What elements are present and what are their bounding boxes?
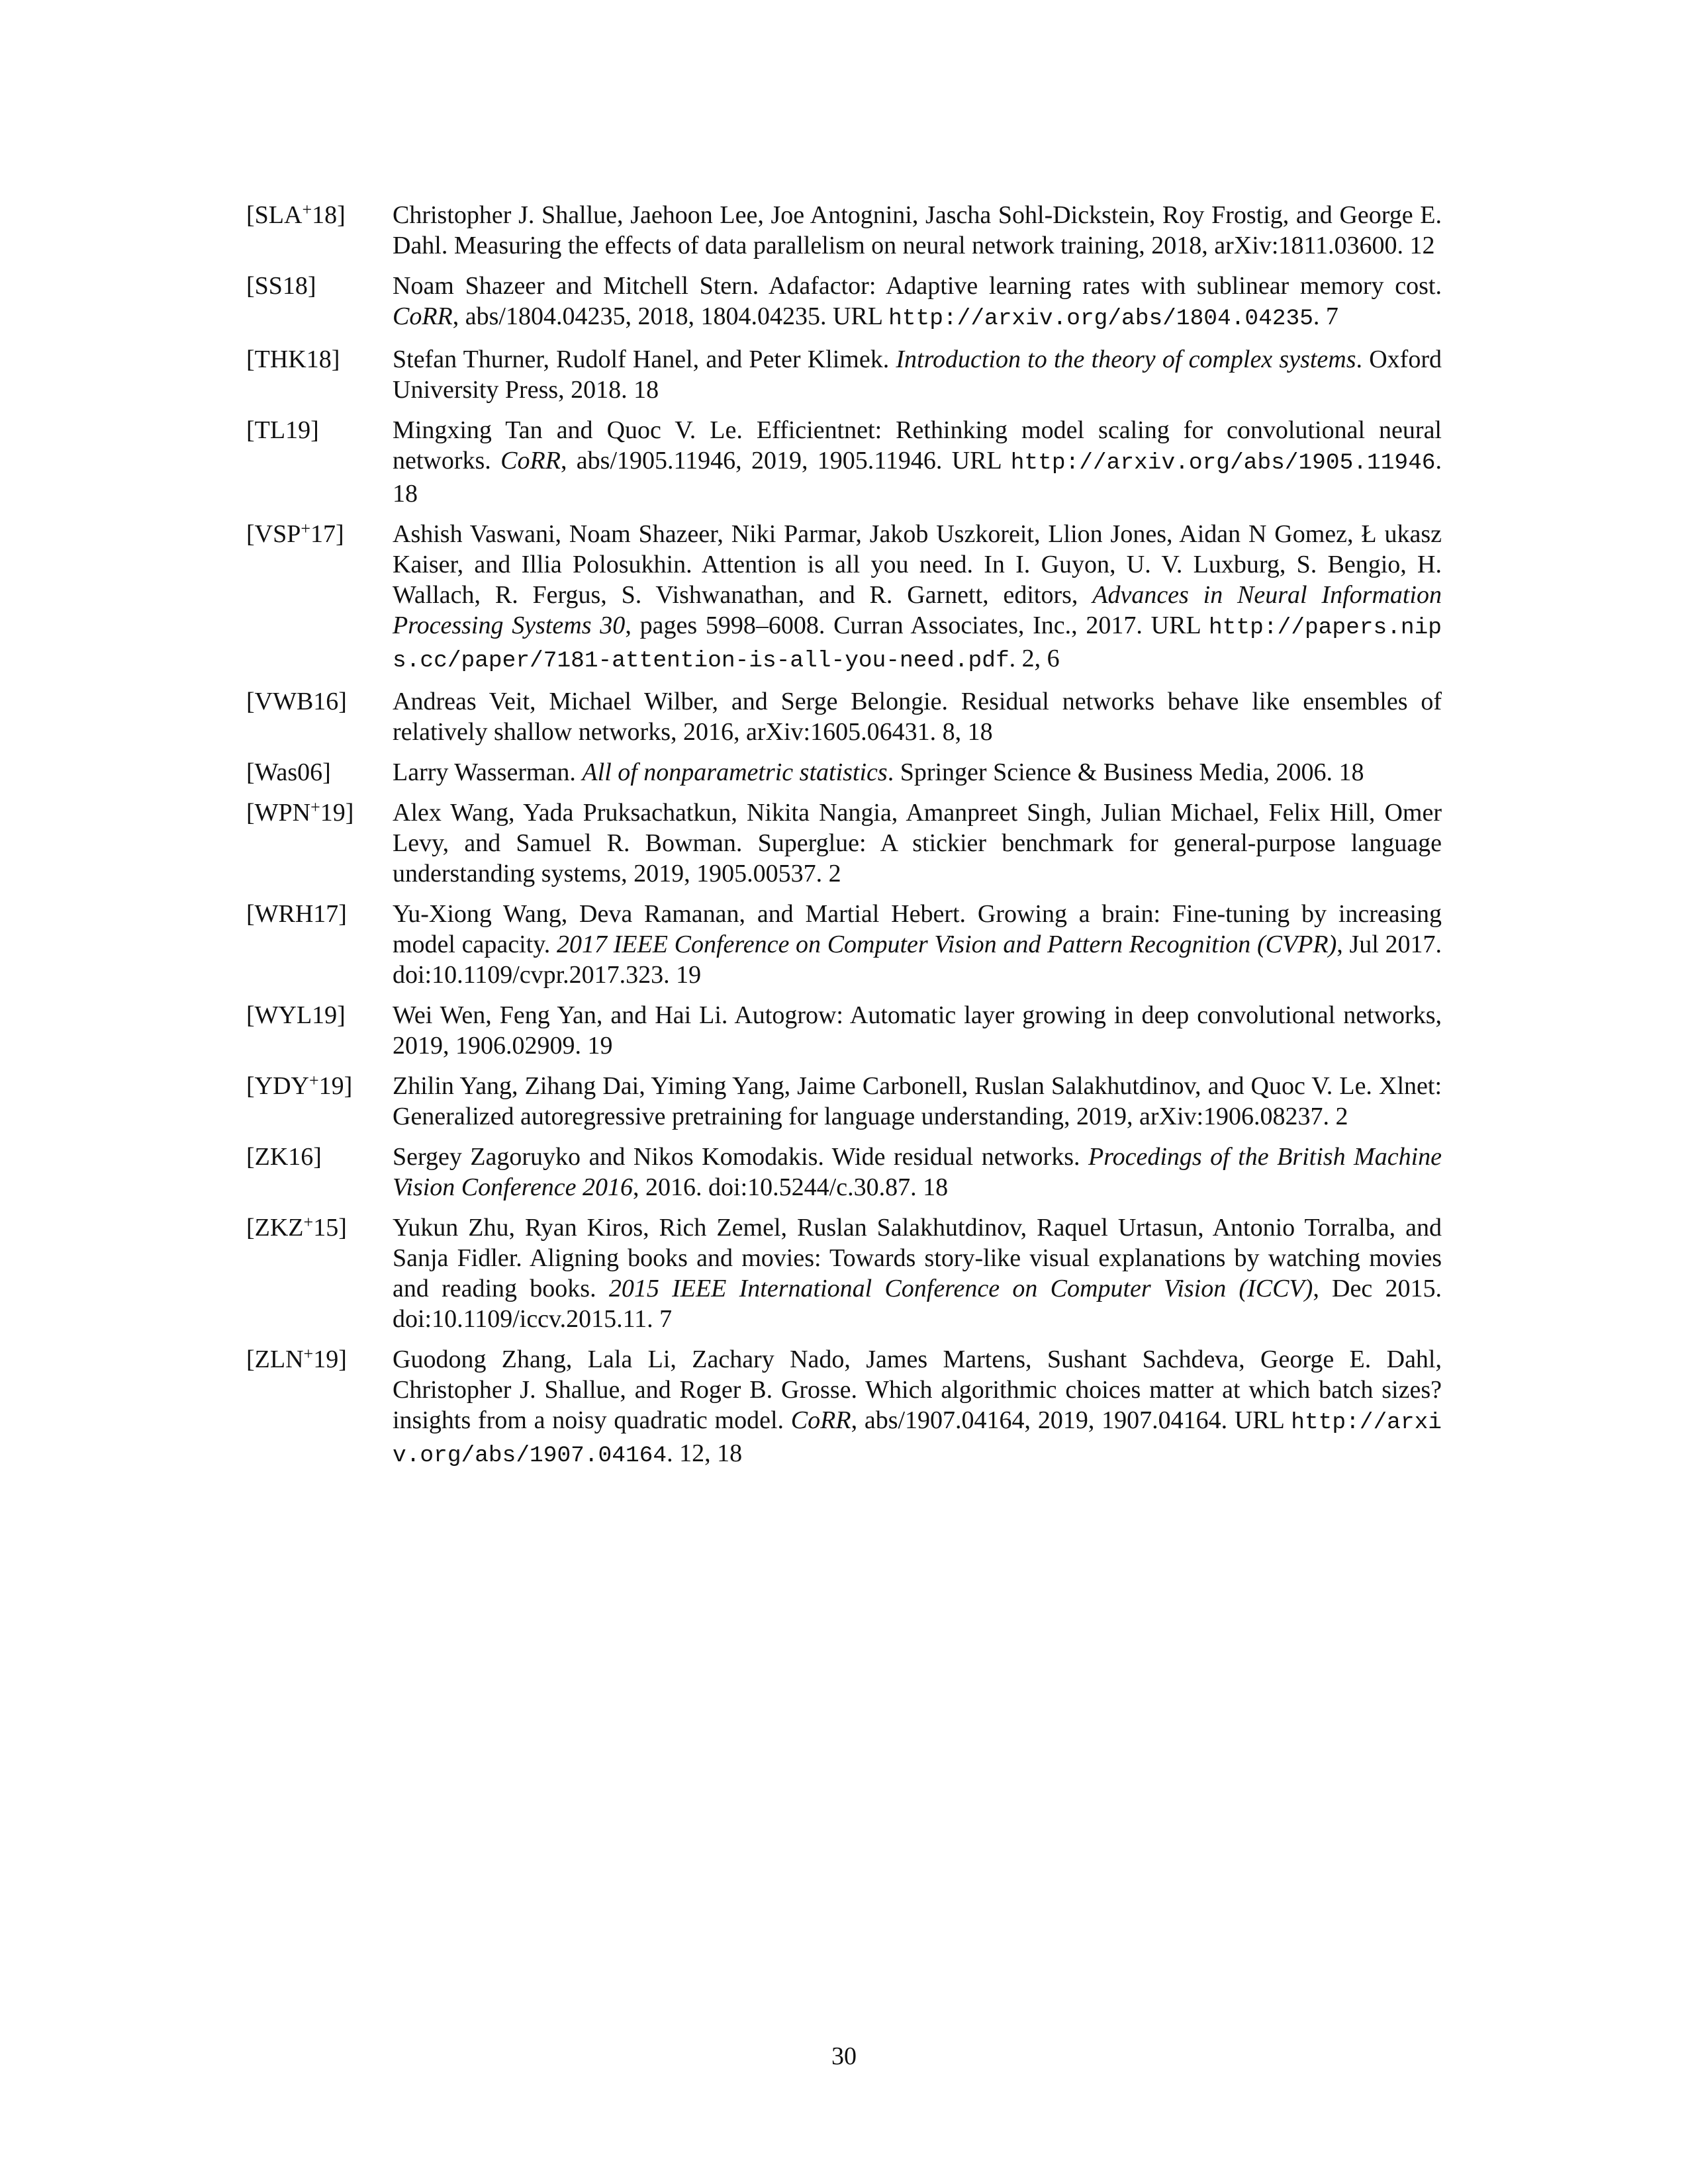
reference-key-label: [ZKZ [246,1214,304,1242]
reference-key-label: [TL19] [246,416,319,444]
reference-text-segment: . 12, 18 [667,1439,743,1467]
reference-text [393,344,1442,405]
reference-venue-italic: Procedings of the British Machine Vision Conference 2016 [393,1143,1442,1201]
reference-key-tail: 15] [313,1214,347,1242]
reference-key [246,200,393,230]
reference-key-superscript: + [308,1071,319,1090]
reference-entry [246,1142,1442,1203]
reference-text-segment: . Oxford University Press, 2018. 18 [393,345,1442,404]
reference-key-label: [THK18] [246,345,340,373]
reference-url-link[interactable]: http://papers.nips.cc/paper/7181-attention-is-all-you-need.pdf [393,615,1442,674]
reference-text [393,1071,1442,1132]
reference-entry [246,1344,1442,1471]
reference-key-tail: 18] [312,201,346,229]
reference-text-segment: , pages 5998–6008. Curran Associates, Inc., 2017. URL [625,612,1209,639]
reference-key-label: [YDY [246,1072,309,1100]
reference-key [246,686,393,717]
reference-text-segment: Noam Shazeer and Mitchell Stern. Adafactor: Adaptive learning rates with sublinear memory cost. [393,272,1442,300]
reference-text-segment: , Dec 2015. doi:10.1109/iccv.2015.11. 7 [393,1275,1442,1333]
reference-text-segment: , 2016. doi:10.5244/c.30.87. 18 [633,1173,949,1201]
reference-key [246,797,393,828]
reference-url-link[interactable]: http://arxiv.org/abs/1804.04235 [888,306,1313,332]
reference-venue-italic: CoRR [500,447,561,475]
reference-entry [246,686,1442,747]
reference-entry [246,1000,1442,1061]
reference-key [246,519,393,549]
reference-text-segment: , abs/1907.04164, 2019, 1907.04164. URL [851,1406,1291,1434]
reference-key [246,1212,393,1243]
reference-entry [246,415,1442,509]
reference-text-segment: Ashish Vaswani, Noam Shazeer, Niki Parmar, Jakob Uszkoreit, Llion Jones, Aidan N Gomez, Ł ukasz Kaiser, and Illia Polosukhin. Attention is all you need. In I. Guyon, U. V. Luxburg, S. Bengio, H. Wallach, R. Fergus, S. Vishwanathan, and R. Garnett, editors, [393,520,1442,609]
reference-text [393,686,1442,747]
reference-key-superscript: + [302,200,312,219]
reference-text-segment: , abs/1804.04235, 2018, 1804.04235. URL [452,302,889,330]
reference-text-segment: , Jul 2017. doi:10.1109/cvpr.2017.323. 19 [393,931,1442,989]
reference-key-tail: 19] [320,799,354,827]
reference-text [393,200,1442,261]
reference-key [246,1142,393,1172]
reference-text [393,519,1442,676]
reference-key-superscript: + [303,1344,314,1363]
reference-text-segment: Zhilin Yang, Zihang Dai, Yiming Yang, Jaime Carbonell, Ruslan Salakhutdinov, and Quoc V. Le. Xlnet: Generalized autoregressive pretraining for language understanding, 2019, arXiv:1906.08237. 2 [393,1072,1442,1130]
reference-text-segment: . 18 [393,447,1442,508]
reference-key [246,1344,393,1375]
reference-key-superscript: + [303,1212,314,1232]
reference-venue-italic: All of nonparametric statistics [582,758,888,786]
reference-key-label: [ZLN [246,1345,304,1373]
reference-entry [246,757,1442,788]
reference-key-superscript: + [310,797,320,817]
reference-text-segment: . 7 [1313,302,1338,330]
reference-text [393,415,1442,509]
reference-key [246,1071,393,1101]
reference-key [246,344,393,375]
bibliography [246,200,1442,1481]
reference-text [393,1212,1442,1334]
reference-text-segment: Sergey Zagoruyko and Nikos Komodakis. Wide residual networks. [393,1143,1088,1171]
reference-key-label: [VSP [246,520,301,548]
reference-entry [246,519,1442,676]
reference-url-link[interactable]: http://arxiv.org/abs/1905.11946 [1010,450,1436,476]
reference-key [246,899,393,929]
reference-venue-italic: 2015 IEEE International Conference on Computer Vision (ICCV) [608,1275,1313,1302]
reference-text-segment: Yukun Zhu, Ryan Kiros, Rich Zemel, Ruslan Salakhutdinov, Raquel Urtasun, Antonio Torralba, and Sanja Fidler. Aligning books and movies: Towards story-like visual explanations by watching movies and reading books. [393,1214,1442,1302]
reference-text-segment: Wei Wen, Feng Yan, and Hai Li. Autogrow: Automatic layer growing in deep convolutional networks, 2019, 1906.02909. 19 [393,1001,1442,1060]
reference-text [393,1000,1442,1061]
reference-text-segment: Larry Wasserman. [393,758,583,786]
reference-text [393,797,1442,889]
reference-entry [246,271,1442,334]
reference-entry [246,899,1442,990]
reference-text [393,899,1442,990]
page-number: 30 [831,2042,857,2070]
reference-text-segment: Mingxing Tan and Quoc V. Le. Efficientnet: Rethinking model scaling for convolutional neural networks. [393,416,1442,475]
reference-text-segment: Yu-Xiong Wang, Deva Ramanan, and Martial Hebert. Growing a brain: Fine-tuning by increasing model capacity. [393,900,1442,958]
reference-entry [246,1071,1442,1132]
reference-url-link[interactable]: http://arxiv.org/abs/1907.04164 [393,1410,1442,1469]
reference-venue-italic: 2017 IEEE Conference on Computer Vision and Pattern Recognition (CVPR) [556,931,1337,958]
reference-text-segment: Guodong Zhang, Lala Li, Zachary Nado, James Martens, Sushant Sachdeva, George E. Dahl, Christopher J. Shallue, and Roger B. Grosse. Which algorithmic choices matter at which batch sizes? insights from a noisy quadratic model. [393,1345,1442,1434]
reference-venue-italic: Introduction to the theory of complex systems [896,345,1356,373]
reference-key [246,415,393,445]
reference-text [393,757,1442,788]
reference-key-label: [ZK16] [246,1143,322,1171]
reference-key [246,1000,393,1030]
reference-key [246,271,393,301]
reference-key-label: [VWB16] [246,688,347,715]
reference-key-label: [SLA [246,201,303,229]
reference-entry [246,1212,1442,1334]
reference-key-tail: 17] [310,520,344,548]
reference-venue-italic: Advances in Neural Information Processing Systems 30 [393,581,1442,639]
reference-key [246,757,393,788]
reference-key-tail: 19] [313,1345,347,1373]
reference-entry [246,200,1442,261]
reference-text-segment: Andreas Veit, Michael Wilber, and Serge Belongie. Residual networks behave like ensembles of relatively shallow networks, 2016, arXiv:1605.06431. 8, 18 [393,688,1442,746]
reference-key-label: [Was06] [246,758,331,786]
reference-key-label: [SS18] [246,272,316,300]
reference-text [393,1142,1442,1203]
reference-key-tail: 19] [318,1072,353,1100]
reference-key-label: [WRH17] [246,900,347,928]
reference-text-segment: Alex Wang, Yada Pruksachatkun, Nikita Nangia, Amanpreet Singh, Julian Michael, Felix Hill, Omer Levy, and Samuel R. Bowman. Superglue: A stickier benchmark for general-purpose language understanding systems, 2019, 1905.00537. 2 [393,799,1442,887]
reference-text-segment: Stefan Thurner, Rudolf Hanel, and Peter Klimek. [393,345,896,373]
reference-entry [246,344,1442,405]
reference-venue-italic: CoRR [393,302,453,330]
reference-entry [246,797,1442,889]
reference-text-segment: Christopher J. Shallue, Jaehoon Lee, Joe Antognini, Jascha Sohl-Dickstein, Roy Frostig, and George E. Dahl. Measuring the effects of data parallelism on neural network training, 2018, arXiv:1811.03600. 12 [393,201,1442,259]
reference-text [393,271,1442,334]
reference-key-label: [WPN [246,799,311,827]
reference-text-segment: . 2, 6 [1009,645,1060,672]
reference-key-label: [WYL19] [246,1001,346,1029]
reference-venue-italic: CoRR [790,1406,851,1434]
reference-key-superscript: + [301,519,311,538]
reference-text [393,1344,1442,1471]
reference-text-segment: . Springer Science & Business Media, 2006. 18 [887,758,1364,786]
reference-text-segment: , abs/1905.11946, 2019, 1905.11946. URL [560,447,1011,475]
